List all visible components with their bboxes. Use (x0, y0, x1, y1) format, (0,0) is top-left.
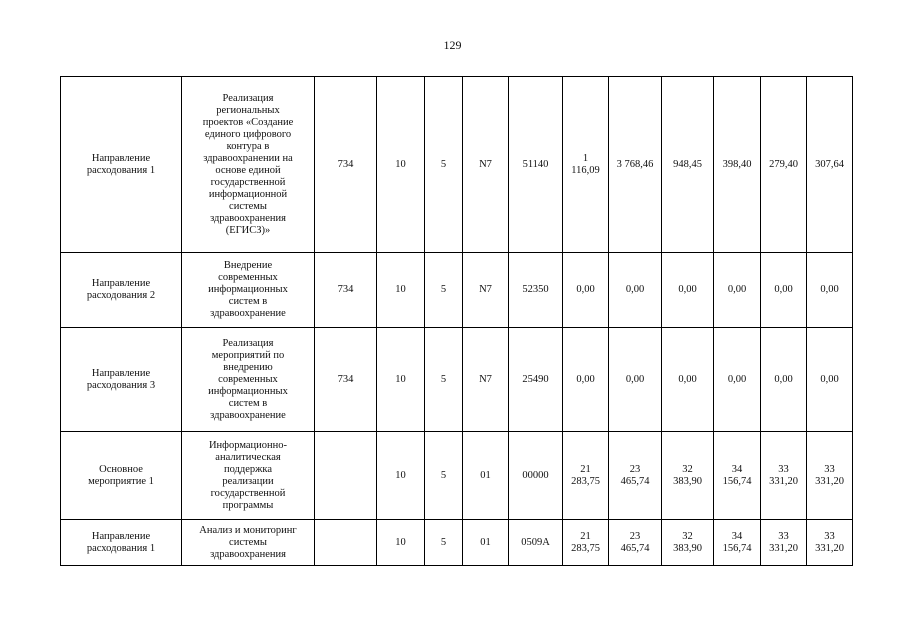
amount-year-6-cell: 33 331,20 (807, 520, 853, 566)
section-code-cell: 10 (377, 328, 425, 432)
target-article-direction-cell: 0509А (509, 520, 563, 566)
amount-year-2-cell: 23 465,74 (609, 520, 662, 566)
amount-year-4-cell: 0,00 (714, 253, 761, 328)
grbs-code-cell: 734 (315, 328, 377, 432)
table-row (61, 328, 853, 432)
amount-year-1-cell: 21 283,75 (563, 520, 609, 566)
section-code-cell: 10 (377, 432, 425, 520)
target-article-direction-cell: 52350 (509, 253, 563, 328)
row-name-cell: Информационно- аналитическая поддержка реализации государственной программы (182, 432, 315, 520)
grbs-code-cell: 734 (315, 253, 377, 328)
table-row (61, 253, 853, 328)
amount-year-3-cell: 0,00 (662, 253, 714, 328)
subsection-code-cell: 5 (425, 432, 463, 520)
amount-year-5-cell: 33 331,20 (761, 520, 807, 566)
section-code-cell: 10 (377, 520, 425, 566)
section-code-cell: 10 (377, 253, 425, 328)
amount-year-5-cell: 33 331,20 (761, 432, 807, 520)
subsection-code-cell: 5 (425, 328, 463, 432)
grbs-code-cell (315, 520, 377, 566)
amount-year-5-cell: 0,00 (761, 328, 807, 432)
amount-year-3-cell: 32 383,90 (662, 432, 714, 520)
subsection-code-cell: 5 (425, 520, 463, 566)
table-row (61, 77, 853, 253)
amount-year-6-cell: 307,64 (807, 77, 853, 253)
subsection-code-cell: 5 (425, 77, 463, 253)
amount-year-3-cell: 32 383,90 (662, 520, 714, 566)
amount-year-6-cell: 0,00 (807, 253, 853, 328)
target-article-program-cell: 01 (463, 432, 509, 520)
target-article-program-cell: 01 (463, 520, 509, 566)
row-name-cell: Анализ и мониторинг системы здравоохранения (182, 520, 315, 566)
subsection-code-cell: 5 (425, 253, 463, 328)
target-article-program-cell: N7 (463, 77, 509, 253)
target-article-program-cell: N7 (463, 328, 509, 432)
amount-year-4-cell: 34 156,74 (714, 520, 761, 566)
amount-year-1-cell: 21 283,75 (563, 432, 609, 520)
amount-year-4-cell: 0,00 (714, 328, 761, 432)
row-name-cell: Внедрение современных информационных систем в здравоохранение (182, 253, 315, 328)
amount-year-3-cell: 0,00 (662, 328, 714, 432)
table-row (61, 520, 853, 566)
amount-year-5-cell: 0,00 (761, 253, 807, 328)
amount-year-2-cell: 3 768,46 (609, 77, 662, 253)
section-code-cell: 10 (377, 77, 425, 253)
row-type-cell: Направление расходования 2 (61, 253, 182, 328)
page-number: 129 (443, 38, 462, 52)
row-type-cell: Основное мероприятие 1 (61, 432, 182, 520)
amount-year-1-cell: 0,00 (563, 328, 609, 432)
amount-year-1-cell: 1 116,09 (563, 77, 609, 253)
amount-year-2-cell: 0,00 (609, 328, 662, 432)
amount-year-4-cell: 34 156,74 (714, 432, 761, 520)
amount-year-2-cell: 0,00 (609, 253, 662, 328)
row-name-cell: Реализация региональных проектов «Создание единого цифрового контура в здравоохранении на основe единой государственной информационной системы здравоохранения (ЕГИСЗ)» (182, 77, 315, 253)
target-article-direction-cell: 51140 (509, 77, 563, 253)
amount-year-5-cell: 279,40 (761, 77, 807, 253)
amount-year-3-cell: 948,45 (662, 77, 714, 253)
target-article-direction-cell: 00000 (509, 432, 563, 520)
amount-year-6-cell: 33 331,20 (807, 432, 853, 520)
target-article-direction-cell: 25490 (509, 328, 563, 432)
amount-year-4-cell: 398,40 (714, 77, 761, 253)
row-type-cell: Направление расходования 1 (61, 520, 182, 566)
row-name-cell: Реализация мероприятий по внедрению современных информационных систем в здравоохранение (182, 328, 315, 432)
amount-year-2-cell: 23 465,74 (609, 432, 662, 520)
amount-year-6-cell: 0,00 (807, 328, 853, 432)
grbs-code-cell: 734 (315, 77, 377, 253)
budget-table (60, 76, 853, 566)
row-type-cell: Направление расходования 3 (61, 328, 182, 432)
amount-year-1-cell: 0,00 (563, 253, 609, 328)
row-type-cell: Направление расходования 1 (61, 77, 182, 253)
table-row (61, 432, 853, 520)
target-article-program-cell: N7 (463, 253, 509, 328)
grbs-code-cell (315, 432, 377, 520)
